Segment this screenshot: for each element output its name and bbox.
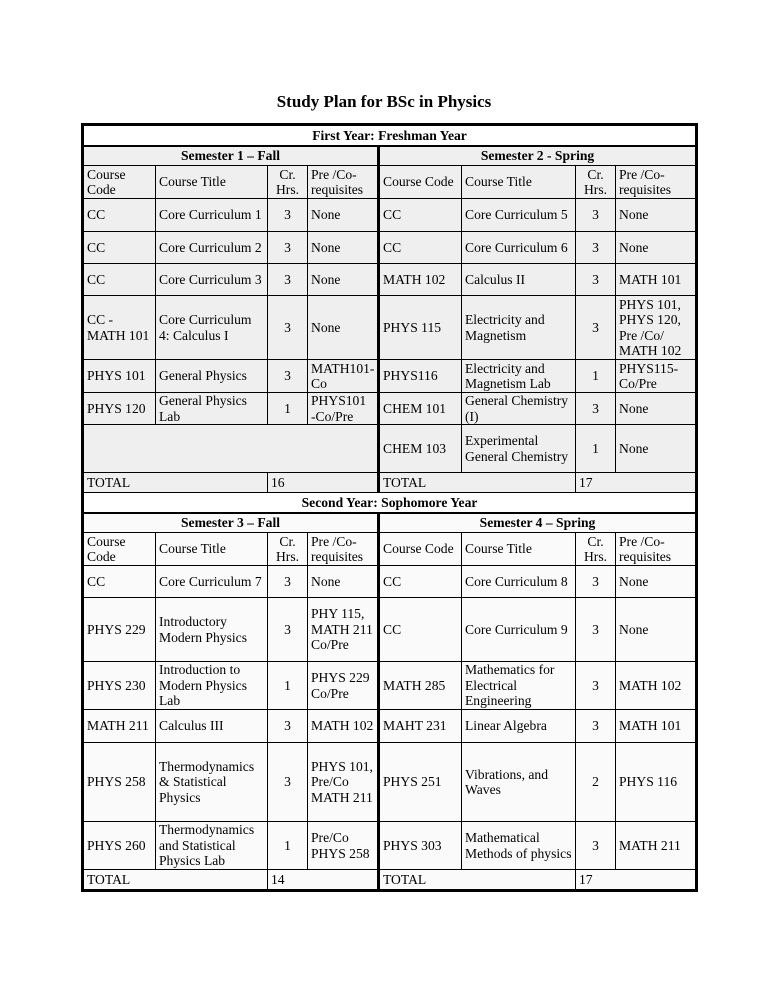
- course-code: CC: [379, 598, 462, 662]
- course-title: Mathematical Methods of physics: [462, 822, 576, 870]
- course-title: Electricity and Magnetism Lab: [462, 360, 576, 393]
- year-title: First Year: Freshman Year: [83, 125, 697, 147]
- prerequisites: PHYS 101, Pre/Co MATH 211: [308, 743, 379, 822]
- course-title: Calculus II: [462, 264, 576, 296]
- prerequisites: None: [308, 264, 379, 296]
- course-code: MATH 102: [379, 264, 462, 296]
- total-row: [83, 870, 697, 891]
- prerequisites: PHY 115, MATH 211 Co/Pre: [308, 598, 379, 662]
- table-row: [83, 710, 697, 743]
- credit-hours: 1: [268, 822, 308, 870]
- prerequisites: MATH 211: [616, 822, 697, 870]
- credit-hours: 3: [268, 264, 308, 296]
- course-code: PHYS 101: [83, 360, 156, 393]
- course-title: Thermodynamics and Statistical Physics Lab: [156, 822, 268, 870]
- prerequisites: PHYS 101, PHYS 120, Pre /Co/ MATH 102: [616, 296, 697, 360]
- prerequisites: None: [308, 199, 379, 232]
- course-title: Core Curriculum 9: [462, 598, 576, 662]
- table-row: [83, 566, 697, 598]
- prerequisites: None: [616, 425, 697, 473]
- course-title: Core Curriculum 6: [462, 232, 576, 264]
- table-row: [83, 662, 697, 710]
- prerequisites: PHYS 116: [616, 743, 697, 822]
- course-code: CC - MATH 101: [83, 296, 156, 360]
- course-title: General Chemistry (I): [462, 393, 576, 425]
- credit-hours: 1: [268, 662, 308, 710]
- prerequisites: None: [616, 232, 697, 264]
- year-header-row: [83, 493, 697, 514]
- course-code: PHYS 258: [83, 743, 156, 822]
- course-title: Introduction to Modern Physics Lab: [156, 662, 268, 710]
- column-header-prerequisites: Pre /Co-requisites: [308, 533, 379, 566]
- course-title: Core Curriculum 3: [156, 264, 268, 296]
- course-code: MATH 211: [83, 710, 156, 743]
- table-row: [83, 232, 697, 264]
- column-header-course-code: Course Code: [83, 166, 156, 199]
- prerequisites: MATH101-Co: [308, 360, 379, 393]
- credit-hours: 3: [576, 296, 616, 360]
- course-code: PHYS 251: [379, 743, 462, 822]
- course-code: CHEM 103: [379, 425, 462, 473]
- semester-title: Semester 4 – Spring: [379, 513, 697, 533]
- prerequisites: None: [616, 598, 697, 662]
- column-header-course-title: Course Title: [156, 166, 268, 199]
- credit-hours: 3: [576, 232, 616, 264]
- table-row: [83, 393, 697, 425]
- prerequisites: MATH 102: [616, 662, 697, 710]
- credit-hours: 3: [268, 743, 308, 822]
- credit-hours: 3: [576, 393, 616, 425]
- column-header-credit-hours: Cr. Hrs.: [576, 533, 616, 566]
- prerequisites: MATH 101: [616, 264, 697, 296]
- course-title: Core Curriculum 1: [156, 199, 268, 232]
- course-title: Vibrations, and Waves: [462, 743, 576, 822]
- column-header-credit-hours: Cr. Hrs.: [268, 533, 308, 566]
- semester-header-row: [83, 513, 697, 533]
- course-title: General Physics: [156, 360, 268, 393]
- course-code: CC: [83, 566, 156, 598]
- prerequisites: None: [308, 566, 379, 598]
- column-header-row: [83, 533, 697, 566]
- prerequisites: None: [616, 566, 697, 598]
- credit-hours: 3: [576, 662, 616, 710]
- course-title: Calculus III: [156, 710, 268, 743]
- course-title: Electricity and Magnetism: [462, 296, 576, 360]
- column-header-prerequisites: Pre /Co-requisites: [616, 166, 697, 199]
- credit-hours: 3: [268, 566, 308, 598]
- prerequisites: Pre/Co PHYS 258: [308, 822, 379, 870]
- course-code: PHYS116: [379, 360, 462, 393]
- credit-hours: 3: [576, 264, 616, 296]
- course-code: CC: [379, 232, 462, 264]
- year-header-row: [83, 125, 697, 147]
- course-title: Linear Algebra: [462, 710, 576, 743]
- credit-hours: 3: [576, 598, 616, 662]
- credit-hours: 1: [576, 360, 616, 393]
- prerequisites: None: [616, 393, 697, 425]
- prerequisites: None: [616, 199, 697, 232]
- table-row: [83, 425, 697, 473]
- credit-hours: 1: [268, 393, 308, 425]
- course-code: CC: [379, 199, 462, 232]
- column-header-course-code: Course Code: [379, 166, 462, 199]
- course-code: PHYS 230: [83, 662, 156, 710]
- credit-hours: 3: [268, 598, 308, 662]
- credit-hours: 3: [268, 199, 308, 232]
- prerequisites: MATH 102: [308, 710, 379, 743]
- course-code: PHYS 260: [83, 822, 156, 870]
- course-title: Core Curriculum 2: [156, 232, 268, 264]
- total-credits: 16: [268, 473, 379, 493]
- course-code: PHYS 229: [83, 598, 156, 662]
- page-title: Study Plan for BSc in Physics: [276, 92, 492, 111]
- credit-hours: 3: [576, 566, 616, 598]
- total-label: TOTAL: [83, 870, 268, 891]
- study-plan-table: [81, 123, 698, 892]
- total-row: [83, 473, 697, 493]
- semester-header-row: [83, 146, 697, 166]
- credit-hours: 3: [576, 822, 616, 870]
- course-code: CC: [83, 264, 156, 296]
- total-credits: 17: [576, 473, 697, 493]
- prerequisites: PHYS115-Co/Pre: [616, 360, 697, 393]
- credit-hours: 3: [268, 296, 308, 360]
- course-code: PHYS 303: [379, 822, 462, 870]
- course-title: General Physics Lab: [156, 393, 268, 425]
- column-header-prerequisites: Pre /Co-requisites: [308, 166, 379, 199]
- column-header-prerequisites: Pre /Co-requisites: [616, 533, 697, 566]
- total-label: TOTAL: [83, 473, 268, 493]
- semester-title: Semester 2 - Spring: [379, 146, 697, 166]
- table-row: [83, 296, 697, 360]
- course-title: Experimental General Chemistry: [462, 425, 576, 473]
- course-title: Introductory Modern Physics: [156, 598, 268, 662]
- course-code: PHYS 115: [379, 296, 462, 360]
- credit-hours: 3: [268, 360, 308, 393]
- credit-hours: 3: [576, 710, 616, 743]
- column-header-row: [83, 166, 697, 199]
- course-title: Core Curriculum 7: [156, 566, 268, 598]
- course-title: Core Curriculum 5: [462, 199, 576, 232]
- course-title: Mathematics for Electrical Engineering: [462, 662, 576, 710]
- column-header-course-code: Course Code: [379, 533, 462, 566]
- total-credits: 17: [576, 870, 697, 891]
- course-title: Thermodynamics & Statistical Physics: [156, 743, 268, 822]
- total-label: TOTAL: [379, 473, 576, 493]
- total-credits: 14: [268, 870, 379, 891]
- table-row: [83, 264, 697, 296]
- total-label: TOTAL: [379, 870, 576, 891]
- table-row: [83, 743, 697, 822]
- course-code: PHYS 120: [83, 393, 156, 425]
- prerequisites: None: [308, 232, 379, 264]
- course-code: MATH 285: [379, 662, 462, 710]
- course-code: CC: [83, 232, 156, 264]
- table-row: [83, 598, 697, 662]
- prerequisites: None: [308, 296, 379, 360]
- empty-cell: [83, 425, 379, 473]
- credit-hours: 3: [268, 232, 308, 264]
- table-row: [83, 360, 697, 393]
- course-code: CC: [83, 199, 156, 232]
- column-header-course-code: Course Code: [83, 533, 156, 566]
- course-code: CC: [379, 566, 462, 598]
- course-code: MAHT 231: [379, 710, 462, 743]
- prerequisites: MATH 101: [616, 710, 697, 743]
- prerequisites: PHYS101 -Co/Pre: [308, 393, 379, 425]
- table-row: [83, 199, 697, 232]
- credit-hours: 1: [576, 425, 616, 473]
- course-code: CHEM 101: [379, 393, 462, 425]
- credit-hours: 3: [268, 710, 308, 743]
- column-header-credit-hours: Cr. Hrs.: [268, 166, 308, 199]
- column-header-course-title: Course Title: [462, 533, 576, 566]
- prerequisites: PHYS 229 Co/Pre: [308, 662, 379, 710]
- semester-title: Semester 3 – Fall: [83, 513, 379, 533]
- column-header-course-title: Course Title: [462, 166, 576, 199]
- table-row: [83, 822, 697, 870]
- year-title: Second Year: Sophomore Year: [83, 493, 697, 514]
- semester-title: Semester 1 – Fall: [83, 146, 379, 166]
- column-header-credit-hours: Cr. Hrs.: [576, 166, 616, 199]
- credit-hours: 2: [576, 743, 616, 822]
- column-header-course-title: Course Title: [156, 533, 268, 566]
- credit-hours: 3: [576, 199, 616, 232]
- course-title: Core Curriculum 4: Calculus I: [156, 296, 268, 360]
- course-title: Core Curriculum 8: [462, 566, 576, 598]
